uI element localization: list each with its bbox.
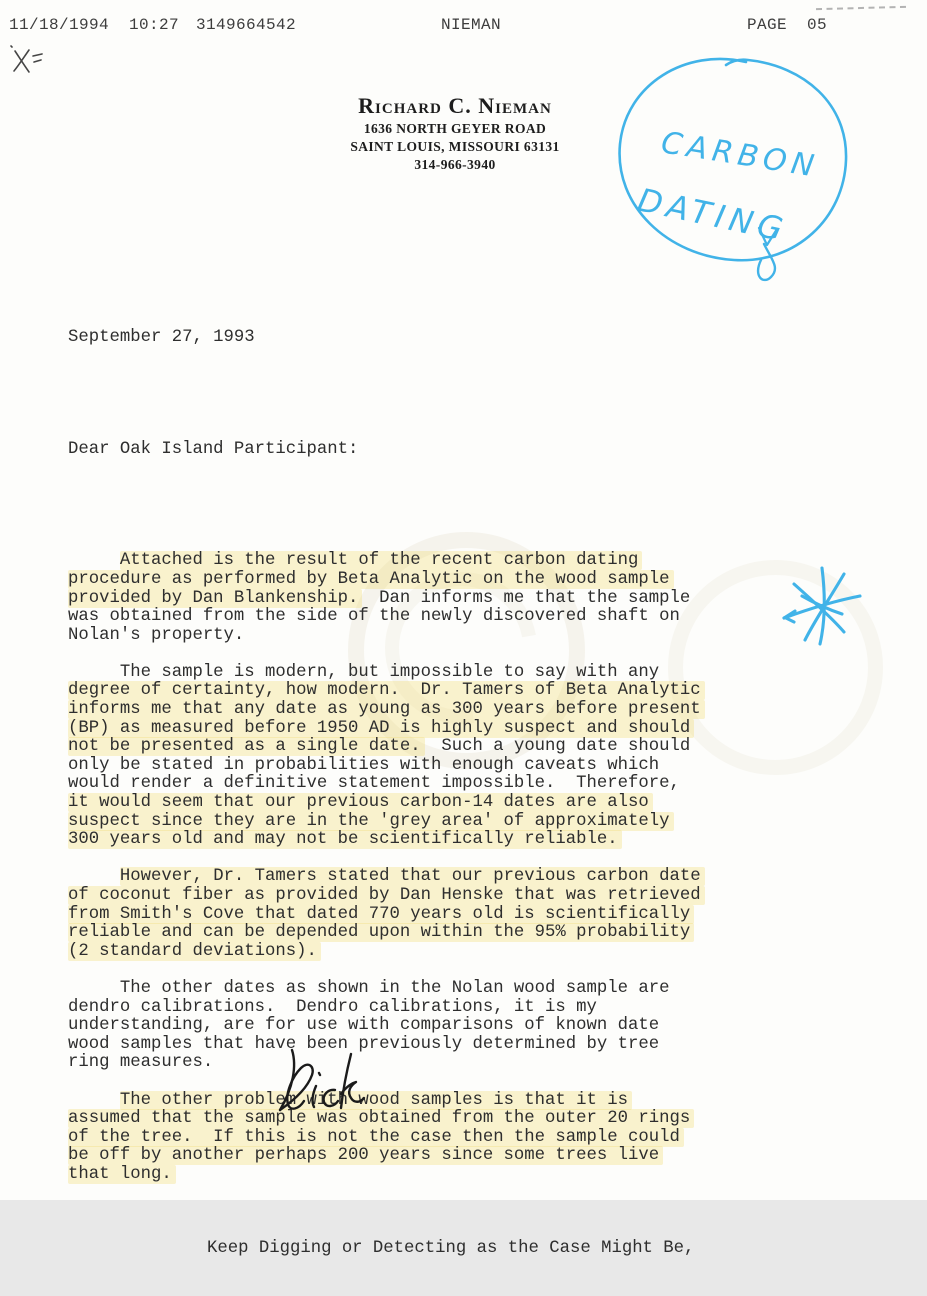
letter-line bbox=[68, 1166, 768, 1185]
highlighted-text: assumed that the sample was obtained from the outer 20 rings bbox=[68, 1109, 691, 1129]
highlighted-text: procedure as performed by Beta Analytic on the wood sample bbox=[68, 569, 670, 589]
letter-line: The other dates as shown in the Nolan wood sample are bbox=[68, 978, 670, 998]
letter-line: The sample is modern, but impossible to say with any bbox=[68, 662, 660, 682]
fax-sender-name: NIEMAN bbox=[441, 16, 502, 34]
letter-paragraph bbox=[68, 980, 768, 1073]
scan-dash-artifact bbox=[816, 6, 906, 10]
pencil-x-mark-icon bbox=[8, 40, 50, 84]
letterhead-address2: SAINT LOUIS, MISSOURI 63131 bbox=[350, 139, 560, 154]
letter-line bbox=[68, 738, 768, 757]
typed-text: Dan informs me that the sample bbox=[358, 588, 691, 608]
highlighted-text: The other problem with wood samples is that it is bbox=[119, 1090, 629, 1110]
highlighted-text: suspect since they are in the 'grey area' of approximately bbox=[68, 811, 670, 831]
fax-page-number: PAGE 05 bbox=[747, 16, 828, 34]
highlighted-text: of the tree. If this is not the case then the sample could bbox=[68, 1127, 680, 1147]
letter-line bbox=[68, 831, 768, 850]
fax-datetime: 11/18/1994 10:27 bbox=[9, 16, 180, 34]
letterhead-name: Richard C. Nieman bbox=[358, 93, 552, 118]
signature-handwritten bbox=[258, 1042, 398, 1127]
highlighted-text: that long. bbox=[68, 1164, 172, 1184]
letter-date: September 27, 1993 bbox=[68, 328, 255, 348]
highlighted-text: from Smith's Cove that dated 770 years old is scientifically bbox=[68, 904, 691, 924]
letter-line bbox=[68, 924, 768, 943]
letter-body bbox=[68, 292, 768, 1296]
letter-paragraph bbox=[68, 664, 768, 850]
letter-line bbox=[68, 571, 768, 590]
letter-line bbox=[68, 794, 768, 813]
letter-paragraph bbox=[68, 868, 768, 961]
letter-line: only be stated in probabilities with enough caveats which bbox=[68, 755, 660, 775]
highlighted-text: informs me that any date as young as 300 years before present bbox=[68, 700, 701, 720]
letter-paragraph bbox=[68, 552, 768, 645]
letterhead-address1: 1636 NORTH GEYER ROAD bbox=[363, 121, 547, 136]
letter-line bbox=[68, 813, 768, 832]
letter-line bbox=[68, 943, 768, 962]
letter-line bbox=[68, 887, 768, 906]
letter-line bbox=[68, 1110, 768, 1129]
letter-line: was obtained from the side of the newly discovered shaft on bbox=[68, 607, 680, 627]
circle-note-word-2: DATING bbox=[634, 180, 791, 250]
circle-note-word-1: CARBON bbox=[658, 125, 822, 185]
highlighted-text: However, Dr. Tamers stated that our previous carbon date bbox=[119, 867, 701, 887]
letter-line: would render a definitive statement impossible. Therefore, bbox=[68, 774, 680, 794]
letter-line bbox=[68, 552, 768, 571]
letter-line bbox=[68, 720, 768, 739]
margin-asterisk-icon bbox=[778, 558, 868, 653]
typed-text bbox=[68, 551, 120, 570]
letter-paragraph bbox=[68, 1092, 768, 1185]
carbon-dating-circle-annotation bbox=[596, 48, 860, 292]
letter-line bbox=[68, 682, 768, 701]
letter-paragraphs bbox=[68, 552, 768, 1184]
fax-number: 3149664542 bbox=[196, 16, 297, 34]
letter-line bbox=[68, 1092, 768, 1111]
typed-text bbox=[68, 867, 120, 886]
letter-line: ring measures. bbox=[68, 1053, 214, 1073]
highlighted-text: Attached is the result of the recent carbon dating bbox=[119, 551, 639, 571]
letter-line bbox=[68, 906, 768, 925]
letter-line: dendro calibrations. Dendro calibrations, it is my bbox=[68, 997, 597, 1017]
highlighted-text: reliable and can be depended upon within the 95% probability bbox=[68, 923, 691, 943]
highlighted-text: (BP) as measured before 1950 AD is highly suspect and should bbox=[68, 718, 691, 738]
highlighted-text: it would seem that our previous carbon-14 dates are also bbox=[68, 793, 649, 813]
highlighted-text: 300 years old and may not be scientifically reliable. bbox=[68, 830, 618, 850]
letterhead-phone: 314-966-3940 bbox=[414, 157, 496, 172]
highlighted-text: (2 standard deviations). bbox=[68, 941, 317, 961]
typed-text bbox=[68, 1091, 120, 1110]
letter-salutation: Dear Oak Island Participant: bbox=[68, 439, 359, 459]
letter-line bbox=[68, 701, 768, 720]
typed-text: Such a young date should bbox=[420, 737, 691, 757]
highlighted-text: provided by Dan Blankenship. bbox=[68, 588, 359, 608]
letter-line bbox=[68, 1147, 768, 1166]
letter-line: understanding, are for use with comparisons of known date bbox=[68, 1016, 660, 1036]
letter-line: Nolan's property. bbox=[68, 625, 245, 645]
letter-line: wood samples that have been previously determined by tree bbox=[68, 1034, 660, 1054]
letter-line bbox=[68, 590, 768, 609]
letter-closing: Keep Digging or Detecting as the Case Might Be, bbox=[207, 1239, 695, 1259]
letter-line bbox=[68, 1129, 768, 1148]
letter-line bbox=[68, 868, 768, 887]
highlighted-text: be off by another perhaps 200 years since some trees live bbox=[68, 1146, 660, 1166]
highlighted-text: of coconut fiber as provided by Dan Henske that was retrieved bbox=[68, 886, 701, 905]
highlighted-text: not be presented as a single date. bbox=[68, 737, 421, 757]
highlighted-text: degree of certainty, how modern. Dr. Tamers of Beta Analytic bbox=[68, 681, 701, 701]
